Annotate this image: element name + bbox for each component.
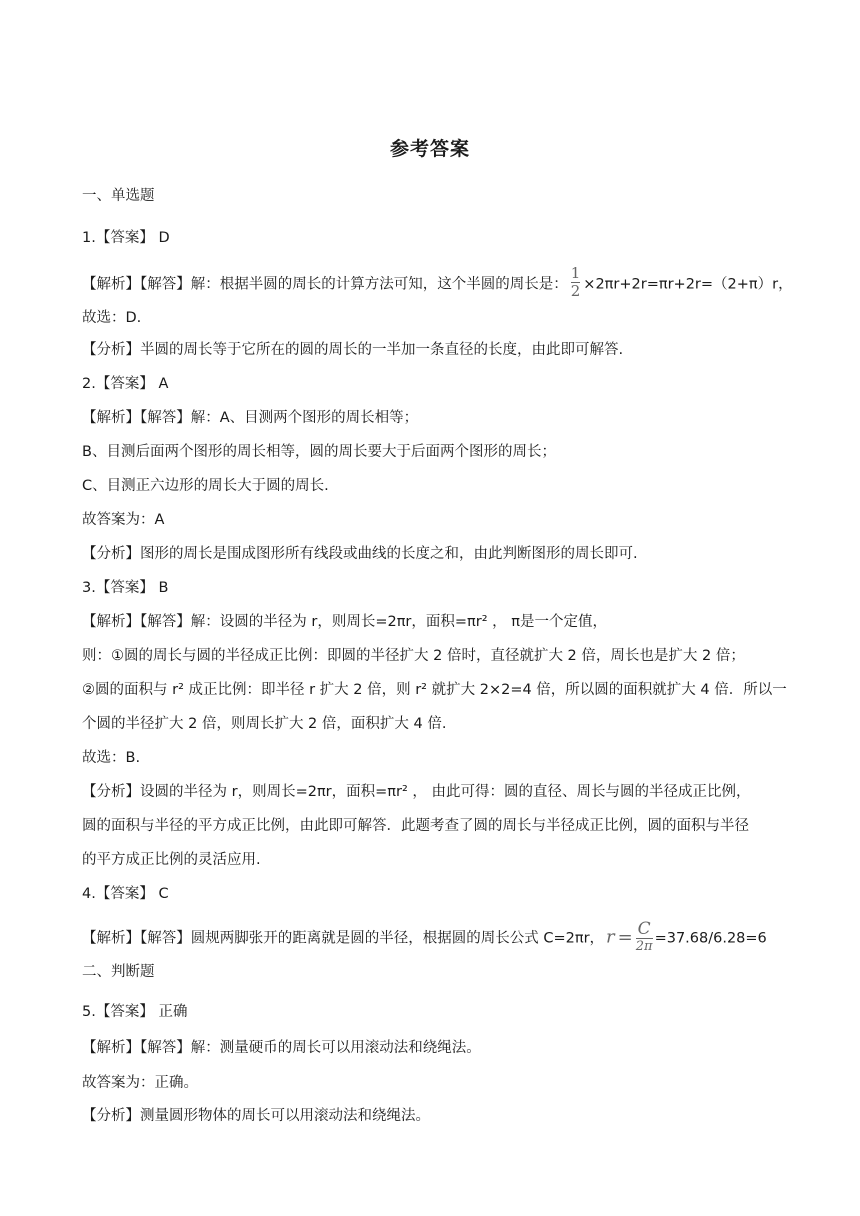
explanation-3-line3: ②圆的面积与 r² 成正比例：即半径 r 扩大 2 倍，则 r² 就扩大 2×2=4 倍，所以圆的面积就扩大 4 倍．所以一: [82, 682, 787, 698]
explanation-1: [82, 264, 793, 301]
explanation-1-text: 【解析】【解答】解：根据半圆的周长的计算方法可知，这个半圆的周长是：: [82, 276, 568, 293]
explanation-4-text: 【解析】【解答】圆规两脚张开的距离就是圆的半径，根据圆的周长公式 C=2πr，: [82, 930, 605, 947]
answer-3: 3.【答案】 B: [82, 580, 169, 596]
conclusion-1: 故选：D.: [82, 310, 142, 326]
explanation-5: 【解析】【解答】解：测量硬币的周长可以用滚动法和绕绳法。: [82, 1040, 481, 1056]
section-heading-true-false: 二、判断题: [82, 964, 155, 980]
answer-5: 5.【答案】 正确: [82, 1004, 188, 1020]
page-title: 参考答案: [389, 138, 470, 160]
answer-2: 2.【答案】 A: [82, 376, 169, 392]
analysis-3-line3: 的平方成正比例的灵活应用.: [82, 852, 261, 868]
radius-formula: r = C 2π: [606, 919, 653, 954]
explanation-3-line2: 则：①圆的周长与圆的半径成正比例：即圆的半径扩大 2 倍时，直径就扩大 2 倍，周长也是扩大 2 倍；: [82, 648, 745, 664]
explanation-3-line4: 个圆的半径扩大 2 倍，则周长扩大 2 倍，面积扩大 4 倍.: [82, 716, 447, 732]
explanation-4: [82, 919, 767, 955]
explanation-3: 【解析】【解答】解：设圆的半径为 r，则周长=2πr，面积=πr² ， π是一个定值，: [82, 614, 607, 630]
analysis-1: 【分析】半圆的周长等于它所在的圆的周长的一半加一条直径的长度，由此即可解答.: [82, 342, 624, 358]
explanation-2: 【解析】【解答】解：A、目测两个图形的周长相等；: [82, 410, 419, 426]
fraction-one-half: $\frac{1}{2}$: [570, 264, 581, 300]
conclusion-3: 故选：B.: [82, 750, 141, 766]
analysis-5: 【分析】测量圆形物体的周长可以用滚动法和绕绳法。: [82, 1108, 430, 1124]
analysis-2: 【分析】图形的周长是围成图形所有线段或曲线的长度之和，由此判断图形的周长即可.: [82, 546, 638, 562]
explanation-2-b: B、目测后面两个图形的周长相等，圆的周长要大于后面两个图形的周长；: [82, 444, 556, 460]
answer-1: 1.【答案】 D: [82, 230, 170, 246]
explanation-2-c: C、目测正六边形的周长大于圆的周长.: [82, 478, 329, 494]
analysis-3-line2: 圆的面积与半径的平方成正比例，由此即可解答．此题考查了圆的周长与半径成正比例，圆的面积与半径: [82, 818, 749, 834]
explanation-4-result: =37.68/6.28=6: [654, 930, 767, 947]
answer-4: 4.【答案】 C: [82, 886, 169, 902]
analysis-3: 【分析】设圆的半径为 r，则周长=2πr，面积=πr² ， 由此可得：圆的直径、周长与圆的半径成正比例，: [82, 784, 751, 800]
section-heading-single-choice: 一、单选题: [82, 188, 155, 204]
conclusion-5: 故答案为：正确。: [82, 1075, 198, 1091]
conclusion-2: 故答案为：A: [82, 512, 165, 528]
explanation-1-formula: ×2πr+2r=πr+2r=（2+π）r，: [583, 276, 793, 293]
